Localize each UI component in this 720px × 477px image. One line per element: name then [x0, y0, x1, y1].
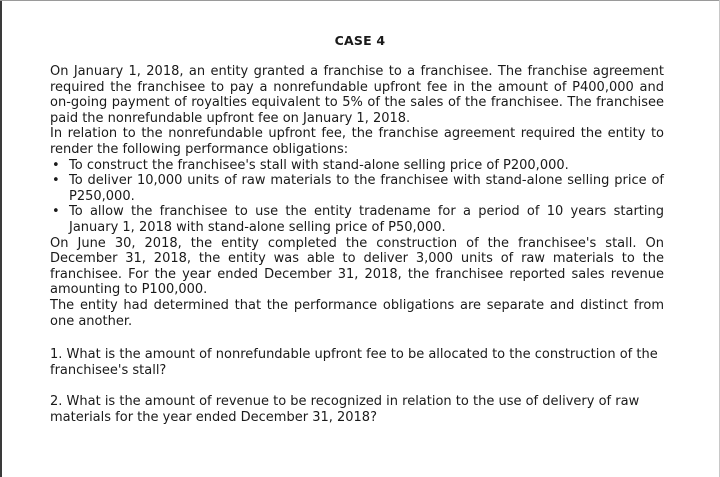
- events-paragraph: On June 30, 2018, the entity completed the construction of the franchisee's stall. On December 31, 2018, the entity was able to deliver 3,000 units of raw materials to the franchisee. For the year ended December 31, 2018, the franchisee reported sales revenue amounting to P100,000.: [50, 235, 664, 298]
- obligation-construct-stall: • To construct the franchisee's stall with stand-alone selling price of P200,000.: [50, 158, 664, 174]
- relation-paragraph: In relation to the nonrefundable upfront fee, the franchise agreement required the entity to render the following performance obligations:: [50, 126, 664, 157]
- spacer: [50, 331, 664, 347]
- intro-paragraph: On January 1, 2018, an entity granted a franchise to a franchisee. The franchise agreement required the franchisee to pay a nonrefundable upfront fee in the amount of P400,000 and on-going payment of royalties equivalent to 5% of the sales of the franchisee. The franchisee paid the nonrefundable upfront fee on January 1, 2018.: [50, 64, 664, 126]
- case-title: CASE 4: [334, 33, 386, 48]
- spacer: [50, 378, 664, 394]
- obligation-deliver-materials: • To deliver 10,000 units of raw materials to the franchisee with stand-alone selling price of P250,000.: [50, 173, 664, 204]
- question-1: 1. What is the amount of nonrefundable upfront fee to be allocated to the construction of the franchisee's stall?: [50, 346, 658, 378]
- obligation-tradename: • To allow the franchisee to use the entity tradename for a period of 10 years starting January 1, 2018 with stand-alone selling price of P50,000.: [50, 204, 664, 235]
- case-body: [50, 64, 664, 425]
- determination-paragraph: The entity had determined that the performance obligations are separate and distinct from one another.: [50, 297, 664, 330]
- performance-obligations-list: [50, 158, 664, 236]
- question-2: 2. What is the amount of revenue to be recognized in relation to the use of delivery of raw materials for the year ended December 31, 2018?: [50, 394, 640, 425]
- page-top-border: [0, 0, 720, 1]
- page-left-border: [0, 0, 2, 477]
